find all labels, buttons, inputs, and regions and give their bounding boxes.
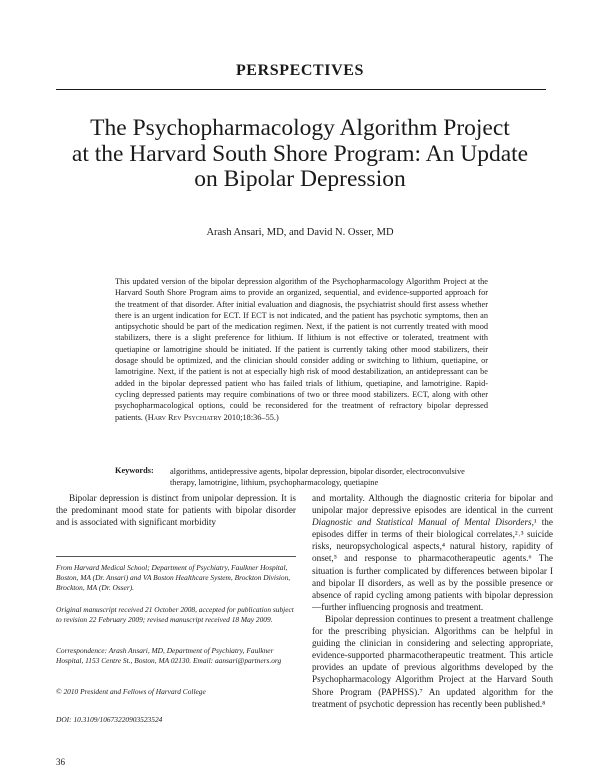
abstract-text: This updated version of the bipolar depression algorithm of the Psychopharmacology Algorithm Project at the Harvard South Shore Program aims to provide an organized, sequential, and evidence-supported approach for the treatment of that disorder. After initial evaluation and diagnosis, the psychiatrist should first assess whether there is an urgent indication for ECT. If ECT is not indicated, and the patient has psychotic symptoms, then an antipsychotic should be part of the medication regimen. Next, if the patient is not currently treated with mood stabilizers, there is a slight preference for lithium. If lithium is not effective or tolerated, treatment with quetiapine or lamotrigine should be initiated. If the patient is currently taking other mood stabilizers, their dosage should be optimized, and the clinician should consider adding or switching to lithium, quetiapine, or lamotrigine. Next, if the patient is not at especially high risk of mood destabilization, an antidepressant can be added in the bipolar depressed patient who has failed trials of lithium, quetiapine, and lamotrigine. Rapid-cycling depressed patients may require combinations of two or three mood stabilizers. ECT, along with other psychopharmacological options, could be reconsidered for the treatment of refractory bipolar depressed patients. (115, 277, 488, 422)
body-paragraph (312, 492, 553, 613)
abstract (115, 276, 488, 423)
body-paragraph: Bipolar depression continues to present a treatment challenge for the prescribing physician. Algorithms can be helpful in guiding the clinician in considering and selecting appropriate, evidence-supported pharmacotherapeutic treatment. This article provides an update of previous algorithms developed by the Psychopharmacology Algorithm Project at the Harvard South Shore Program (PAPHSS).⁷ An updated algorithm for the treatment of psychotic depression has recently been published.⁸ (312, 613, 553, 709)
title-line: at the Harvard South Shore Program: An Update (71, 140, 529, 167)
header-rule (56, 89, 546, 90)
citation-rest: 2010;18:36–55.) (221, 412, 279, 422)
article-title (40, 116, 560, 193)
footnote-copyright: © 2010 President and Fellows of Harvard College (56, 687, 206, 696)
citation-open: ( (144, 412, 148, 422)
section-heading: PERSPECTIVES (235, 62, 365, 79)
footnote-doi: DOI: 10.3109/10673220903523524 (56, 715, 163, 724)
keywords-text: algorithms, antidepressive agents, bipolar depression, bipolar disorder, electroconvulsive therapy, lamotrigine, lithium, psychopharmacology, quetiapine (170, 467, 465, 488)
body-column-right (312, 492, 553, 710)
body-text: ¹ the episodes differ in terms of their biological correlates,²˒³ suicide risks, neuropsychological aspects,⁴ natural history, rapidity of onset,⁵ and response to pharmacotherapeutic agents.⁶ The situation is further complicated by differences between bipolar I and bipolar II disorders, as well as by the possible presence or absence of rapid cycling among patients with bipolar depression—further influencing prognosis and treatment. (312, 517, 553, 612)
body-paragraph: Bipolar depression is distinct from unipolar depression. It is the predominant mood state for patients with bipolar disorder and is associated with significant morbidity (56, 493, 296, 528)
footnote-rule (56, 556, 296, 557)
footnote-correspondence: Correspondence: Arash Ansari, MD, Department of Psychiatry, Faulkner Hospital, 1153 Centre St., Boston, MA 02130. Email: aansari@partners.org (56, 646, 282, 666)
dsm-title: Diagnostic and Statistical Manual of Mental Disorders, (312, 517, 534, 528)
citation-journal: Harv Rev Psychiatry (147, 412, 222, 422)
footnote-manuscript: Original manuscript received 21 October 2008, accepted for publication subject to revision 22 February 2009; revised manuscript received 18 May 2009. (56, 605, 294, 625)
body-column-left (56, 492, 296, 528)
title-line: The Psychopharmacology Algorithm Project (90, 115, 510, 141)
page-number: 36 (56, 757, 65, 767)
footnote-affiliation: From Harvard Medical School; Department of Psychiatry, Faulkner Hospital, Boston, MA (Dr. Ansari) and VA Boston Healthcare System, Brockton Division, Brockton, MA (Dr. Osser). (56, 563, 291, 593)
title-line: on Bipolar Depression (194, 166, 406, 192)
keywords-label: Keywords: (115, 466, 154, 475)
body-text: and mortality. Although the diagnostic criteria for bipolar and unipolar major depressive episodes are identical in the current (312, 493, 553, 516)
authors: Arash Ansari, MD, and David N. Osser, MD (206, 227, 394, 238)
